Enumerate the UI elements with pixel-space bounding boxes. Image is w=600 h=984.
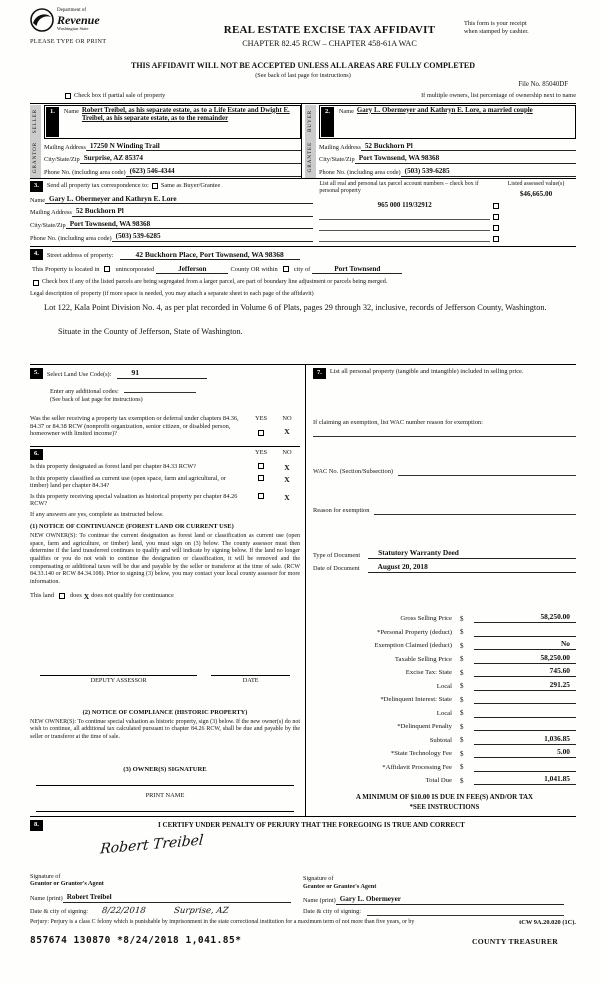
- send-correspondence-label: Send all property tax correspondence to:: [46, 182, 149, 190]
- parcel-number-1: 965 000 119/32912: [377, 201, 432, 210]
- parcel-list: [319, 181, 576, 246]
- additional-codes-blank: [124, 385, 196, 393]
- money-row-personal: *Personal Property (deduct) $: [313, 623, 576, 637]
- section-4-number: 4.: [30, 249, 43, 260]
- forest-land-question: Is this property designated as forest land per chapter 84.33 RCW?: [30, 462, 196, 470]
- logo-state-text: Washington State: [57, 26, 89, 32]
- perjury-note-row: [30, 919, 576, 927]
- section-2-number: 2.: [321, 107, 334, 137]
- buyer-section: [301, 104, 576, 178]
- seller-name-value: Robert Treibel, as his separate estate, as to a Life Estate and Dwight E. Treibel, as his separate estate, as to the remainder: [81, 106, 290, 123]
- buyer-csz-label: City/State/Zip: [319, 156, 355, 164]
- money-row-processing-fee: *Affidavit Processing Fee $: [313, 758, 576, 772]
- q1-yes-checkbox[interactable]: [258, 463, 264, 469]
- yes-header: YES: [254, 415, 268, 423]
- land-use-code-value: 91: [117, 368, 207, 378]
- situate-line: Situate in the County of Jefferson, State of Washington.: [58, 326, 243, 336]
- parcel-row: [319, 231, 576, 242]
- parcel-row: [319, 209, 576, 220]
- personal-property-blank-area: [313, 379, 576, 419]
- dor-logo: [30, 8, 195, 32]
- dor-seal-icon: [30, 8, 54, 32]
- grantor-name-print-label: Name (print): [30, 895, 63, 902]
- buyer-phone-label: Phone No. (including area code): [319, 169, 401, 177]
- money-row-excise-state: Excise Tax: State $ 745.60: [313, 664, 576, 678]
- grantee-name-print-value: Gary L. Obermeyer: [336, 895, 564, 905]
- buyer-side-label: BUYER: [307, 109, 314, 132]
- grantor-signature-block: [30, 831, 303, 916]
- parcel-row: [319, 220, 576, 231]
- exemption-question: Was the seller receiving a property tax exemption or deferral under chapters 84.36, 84.37 or 84.38 RCW (nonprofit organization, senior citizen, or disabled person, homeowner with limited income)?: [30, 415, 239, 438]
- buyer-grantee-sidebar: [305, 105, 316, 178]
- city-value: Port Townsend: [312, 265, 402, 275]
- receipt-note-line2: when stamped by cashier.: [464, 27, 529, 35]
- seller-name-box: [44, 105, 301, 139]
- grantor-city-hand: Surprise, AZ: [173, 905, 229, 916]
- corr-mailing-label: Mailing Address: [30, 209, 72, 217]
- unincorporated-checkbox[interactable]: [104, 266, 110, 272]
- personal-property-label: List all personal property (tangible and intangible) included in selling price.: [329, 367, 524, 375]
- same-as-buyer-checkbox[interactable]: [152, 183, 158, 189]
- perjury-rcw: tCW 9A.20.020 (1C).: [519, 918, 576, 926]
- doc-date-value: August 20, 2018: [368, 563, 576, 573]
- seller-phone-value: (623) 546-4344: [126, 167, 301, 177]
- corr-name-value: Gary L. Obermeyer and Kathryn E. Lore: [45, 195, 313, 205]
- seller-name-label: Name: [63, 107, 79, 115]
- seller-grantor-sidebar: [30, 105, 41, 178]
- county-or-within-label: County OR within: [230, 265, 278, 273]
- warning-line: THIS AFFIDAVIT WILL NOT BE ACCEPTED UNLESS ALL AREAS ARE FULLY COMPLETED: [130, 61, 476, 70]
- partial-sale-label: Check box if partial sale of property: [74, 92, 166, 100]
- exemption-wac-label: If claiming an exemption, list WAC number reason for exemption:: [313, 418, 483, 426]
- see-instructions-note: *SEE INSTRUCTIONS: [409, 803, 480, 811]
- exemption-blank-line: [313, 428, 576, 437]
- section-8-number: 8.: [30, 820, 43, 831]
- exemption-question-block: [30, 415, 300, 438]
- q1-no-answer: X: [284, 462, 290, 472]
- grantee-date-blank: [367, 908, 564, 916]
- owners-signature-label: (3) OWNER(S) SIGNATURE: [123, 766, 207, 774]
- partial-sale-checkbox[interactable]: [65, 93, 71, 99]
- section-3-number: 3.: [30, 181, 43, 192]
- s5-yes-checkbox[interactable]: [258, 430, 264, 436]
- grantee-name-print-label: Name (print): [303, 897, 336, 905]
- perjury-note: Perjury: Perjury is a class C felony which is punishable by imprisonment in the state correctional institution for a maximum term of not more than five years, or by: [30, 919, 415, 926]
- notice-continuance-body: NEW OWNER(S): To continue the current designation as forest land or classification as current use (open space, farm and agriculture, or timber) land, you must sign on (3) below. The county assessor must then determine if the land transferred continues to qualify and will indicate by signing below. If the land no longer qualifies or you do not wish to continue the designation or classification, it will be removed and the compensating or additional taxes will be due and payable by the seller or transferor at the time of sale. (RCW 84.33.140 or RCW 84.34.108). Prior to signing (3) below, you may contact your local county assessor for more information.: [30, 533, 300, 586]
- grantor-name-print-value: Robert Treibel: [63, 893, 291, 903]
- receipt-note-line1: This form is your receipt: [464, 20, 527, 27]
- buyer-name-value: Gary L. Obermeyer and Kathryn E. Lore, a married couple: [356, 106, 533, 114]
- money-row-delinquent-local: Local $: [313, 704, 576, 718]
- parcel-blank-line: [319, 223, 490, 231]
- main-columns: [30, 364, 576, 816]
- parcel-row: [319, 198, 576, 209]
- reason-exemption-label: Reason for exemption: [313, 506, 370, 514]
- parties-section: [30, 103, 576, 178]
- tax-computation: [313, 610, 576, 786]
- grantor-date-city-label: Date & city of signing:: [30, 908, 89, 916]
- minimum-fee-note: A MINIMUM OF $10.00 IS DUE IN FEE(S) AND/OR TAX: [355, 793, 534, 802]
- current-use-question-row: [30, 475, 300, 490]
- does-label: does: [69, 592, 82, 600]
- form-subtitle: CHAPTER 82.45 RCW – CHAPTER 458-61A WAC: [242, 39, 417, 49]
- does-not-label: does not qualify for continuance: [91, 592, 174, 600]
- historic-property-question: Is this property receiving special valuation as historical property per chapter 84.26 RCW?: [30, 492, 238, 508]
- historic-property-question-row: [30, 493, 300, 508]
- legal-description-value: Lot 122, Kala Point Division No. 4, as per plat recorded in Volume 6 of Plats, pages 29 through 32, inclusive, records of Jefferson County, Washington.: [44, 302, 547, 312]
- q2-yes-checkbox[interactable]: [258, 475, 264, 481]
- left-column: [30, 365, 306, 816]
- money-row-delinquent-state: *Delinquent Interest: State $: [313, 691, 576, 705]
- county-value: Jefferson: [156, 265, 228, 275]
- does-qualify-checkbox[interactable]: [59, 593, 65, 599]
- notice-compliance-title: (2) NOTICE OF COMPLIANCE (HISTORIC PROPERTY): [82, 708, 248, 716]
- q3-no-answer: X: [284, 492, 290, 502]
- corr-phone-value: (503) 539-6285: [112, 232, 314, 242]
- corr-csz-value: Port Townsend, WA 98368: [66, 220, 314, 230]
- current-use-question: Is this property classified as current use (open space, farm and agricultural, or timber) land per chapter 84.34?: [30, 474, 226, 490]
- money-row-subtotal: Subtotal $ 1,036.85: [313, 731, 576, 745]
- see-back-note-5: (See back of last page for instructions): [50, 397, 143, 404]
- grantee-sig-label-2: Grantee or Grantee's Agent: [303, 882, 377, 890]
- additional-codes-label: Enter any additional codes:: [50, 387, 119, 395]
- grantor-sig-label-2: Grantor or Grantor's Agent: [30, 880, 104, 888]
- doc-type-label: Type of Document: [313, 551, 361, 559]
- owners-signature-line: [36, 774, 294, 786]
- this-land-label: This land: [30, 592, 54, 600]
- located-in-label: This Property is located in: [32, 265, 100, 273]
- money-row-exemption: Exemption Claimed (deduct) $ No: [313, 637, 576, 651]
- seller-side-label: SELLER: [32, 109, 39, 134]
- legal-description-label: Legal description of property (if more space is needed, you may attach a separate sheet to each page of the affidavit): [30, 291, 314, 298]
- seller-section: [30, 104, 301, 178]
- grantee-sig-label-1: Signature of: [303, 875, 334, 883]
- grantor-side-label: GRANTOR: [32, 142, 39, 174]
- money-row-taxable: Taxable Selling Price $ 58,250.00: [313, 650, 576, 664]
- no-header: NO: [282, 415, 292, 423]
- corr-mailing-value: 52 Buckhorn Pl: [72, 207, 314, 217]
- seller-csz-label: City/State/Zip: [44, 156, 80, 164]
- money-row-total-due: Total Due $ 1,041.85: [313, 772, 576, 786]
- grantee-signature-block: [303, 835, 576, 916]
- parcel-blank-line: [319, 212, 490, 220]
- buyer-name-label: Name: [338, 107, 354, 115]
- form-header: [30, 8, 576, 60]
- corr-csz-label: City/State/Zip: [30, 221, 66, 229]
- city-of-label: city of: [293, 265, 311, 273]
- street-address-value: 42 Buckhorn Place, Port Townsend, WA 98368: [120, 250, 300, 260]
- form-title: REAL ESTATE EXCISE TAX AFFIDAVIT: [223, 24, 436, 36]
- partial-sale-row: [30, 91, 576, 103]
- buyer-name-box: [319, 105, 576, 139]
- seller-mailing-value: 17250 N Winding Trail: [86, 142, 301, 152]
- grantee-side-label: GRANTEE: [307, 142, 314, 173]
- city-checkbox[interactable]: [283, 266, 289, 272]
- print-name-line: [36, 800, 294, 812]
- section-5-land-use: [30, 368, 300, 379]
- grantor-date-hand: 8/22/2018: [101, 905, 147, 916]
- section-8-signatures: [30, 816, 576, 916]
- seller-mailing-label: Mailing Address: [44, 143, 86, 151]
- notice-compliance-body: NEW OWNER(S): To continue special valuation as historic property, sign (3) below. If the new owner(s) do not wish to continue, all additional tax calculated pursuant to chapter 84.26 RCW, shall be due and payable by the seller or transferor at the time of sale.: [30, 718, 300, 740]
- treasurer-stamp-row: [30, 935, 576, 946]
- same-as-buyer-label: Same as Buyer/Grantee: [160, 182, 221, 190]
- certify-statement: I CERTIFY UNDER PENALTY OF PERJURY THAT THE FOREGOING IS TRUE AND CORRECT: [158, 820, 465, 829]
- q3-yes-checkbox[interactable]: [258, 493, 264, 499]
- reason-exemption-blank: [374, 507, 576, 515]
- corr-phone-label: Phone No. (including area code): [30, 234, 112, 242]
- unincorporated-label: unincorporated: [115, 265, 155, 273]
- land-use-label: Select Land Use Code(s):: [46, 370, 112, 378]
- logo-dept-text: Department of: [57, 8, 87, 14]
- receipt-note: [464, 8, 576, 60]
- wac-number-label: WAC No. (Section/Subsection): [313, 468, 394, 476]
- money-row-tech-fee: *State Technology Fee $ 5.00: [313, 745, 576, 759]
- doc-date-label: Date of Document: [313, 565, 360, 573]
- section-6-number: 6.: [30, 449, 43, 460]
- segregated-checkbox[interactable]: [33, 280, 39, 286]
- file-number: File No. 85040DF: [518, 81, 568, 89]
- section-7-number: 7.: [313, 368, 326, 379]
- segregated-label: Check box if any of the listed parcels are being segregated from a larger parcel, are part of boundary line adjustment or parcels being merged.: [42, 279, 388, 286]
- money-row-penalty: *Delinquent Penalty $: [313, 718, 576, 732]
- buyer-csz-value: Port Townsend, WA 98368: [355, 154, 576, 164]
- does-not-x: X: [83, 591, 90, 601]
- section-4-property: [30, 246, 576, 364]
- multiple-owners-note: If multiple owners, list percentage of ownership next to name: [421, 92, 576, 100]
- buyer-phone-value: (503) 539-6285: [401, 167, 576, 177]
- if-yes-note: If any answers are yes, complete as instructed below.: [30, 510, 164, 518]
- no-header: NO: [282, 448, 292, 456]
- section-6: [30, 446, 300, 812]
- street-address-label: Street address of property:: [46, 251, 114, 259]
- doc-type-value: Statutory Warranty Deed: [368, 549, 576, 559]
- section-3-correspondence: [30, 178, 576, 246]
- parcel-list-header: List all real and personal tax parcel account numbers – check box if personal property: [319, 180, 479, 194]
- continuance-answer-row: [30, 592, 300, 601]
- parcel-blank-line: [319, 234, 490, 242]
- q2-no-answer: X: [284, 474, 290, 484]
- forest-land-question-row: [30, 463, 300, 472]
- section-1-number: 1.: [46, 107, 59, 137]
- grantee-date-city-label: Date & city of signing:: [303, 908, 362, 916]
- money-row-excise-local: Local $ 291.25: [313, 677, 576, 691]
- buyer-mailing-value: 52 Buckhorn Pl: [361, 142, 576, 152]
- cashier-receipt-stamp: 857674 130870 *8/24/2018 1,041.85*: [30, 935, 242, 947]
- seller-csz-value: Surprise, AZ 85374: [80, 154, 301, 164]
- personal-property-checkbox-4[interactable]: [493, 236, 499, 242]
- money-row-gross: Gross Selling Price $ 58,250.00: [313, 610, 576, 624]
- see-back-note: (See back of last page for instructions): [255, 71, 351, 79]
- assessed-value-header: Listed assessed value(s): [507, 180, 565, 187]
- notice-continuance-title: (1) NOTICE OF CONTINUANCE (FOREST LAND OR CURRENT USE): [30, 523, 234, 531]
- yes-header: YES: [254, 448, 268, 456]
- deputy-assessor-label: DEPUTY ASSESSOR: [40, 675, 197, 684]
- corr-name-label: Name: [30, 196, 46, 204]
- wac-number-blank: [398, 468, 576, 476]
- county-treasurer-label: COUNTY TREASURER: [471, 936, 558, 946]
- seller-phone-label: Phone No. (including area code): [44, 169, 126, 177]
- date-label: DATE: [211, 675, 290, 684]
- s5-no-answer: X: [284, 426, 290, 436]
- grantor-signature-script: Robert Treibel: [99, 831, 205, 858]
- type-or-print-label: PLEASE TYPE OR PRINT: [30, 38, 107, 45]
- buyer-mailing-label: Mailing Address: [319, 143, 361, 151]
- grantor-sig-label-1: Signature of: [30, 873, 61, 881]
- section-7: [306, 365, 576, 816]
- assessed-value-1: $46,665.00: [519, 189, 553, 198]
- print-name-label: PRINT NAME: [145, 792, 185, 800]
- logo-revenue-text: Revenue: [57, 13, 100, 28]
- section-5-number: 5.: [30, 368, 43, 379]
